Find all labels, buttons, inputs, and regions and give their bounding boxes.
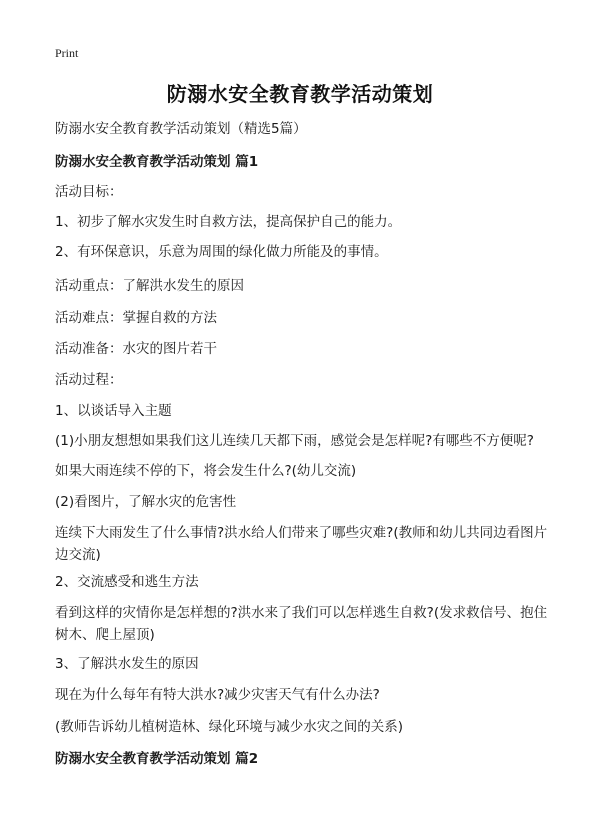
paragraph-line: (教师告诉幼儿植树造林、绿化环境与减少水灾之间的关系) [55,719,404,735]
paragraph-line: 现在为什么每年有特大洪水?减少灾害天气有什么办法? [55,687,380,703]
paragraph-line: 1、以谈话导入主题 [55,403,172,419]
paragraph-line: (1)小朋友想想如果我们这儿连续几天都下雨，感觉会是怎样呢?有哪些不方便呢? [55,433,534,449]
paragraph-line: 2、交流感受和逃生方法 [55,574,199,590]
print-label: Print [55,46,79,60]
paragraph-line: 2、有环保意识，乐意为周围的绿化做力所能及的事情。 [55,244,388,260]
paragraph-line: 活动过程： [55,372,123,388]
paragraph-line: 活动难点：掌握自救的方法 [55,310,217,326]
paragraph-line: (2)看图片，了解水灾的危害性 [55,494,237,510]
document-subtitle: 防溺水安全教育教学活动策划（精选5篇） [55,121,307,137]
paragraph-line: 连续下大雨发生了什么事情?洪水给人们带来了哪些灾难?(教师和幼儿共同边看图片边交流) [55,525,548,563]
section-heading-1: 防溺水安全教育教学活动策划 篇1 [55,154,259,170]
paragraph-line: 看到这样的灾情你是怎样想的?洪水来了我们可以怎样逃生自救?(发求救信号、抱住树木、爬上屋顶) [55,605,548,643]
paragraph-line: 活动准备：水灾的图片若干 [55,341,217,357]
paragraph-line: 如果大雨连续不停的下，将会发生什么?(幼儿交流) [55,463,357,479]
paragraph-line: 1、初步了解水灾发生时自救方法，提高保护自己的能力。 [55,214,402,230]
page-title: 防溺水安全教育教学活动策划 [166,82,434,106]
paragraph-line: 3、了解洪水发生的原因 [55,656,199,672]
section-heading-2: 防溺水安全教育教学活动策划 篇2 [55,751,259,767]
paragraph-line: 活动目标： [55,184,123,200]
paragraph-line: 活动重点：了解洪水发生的原因 [55,278,244,294]
